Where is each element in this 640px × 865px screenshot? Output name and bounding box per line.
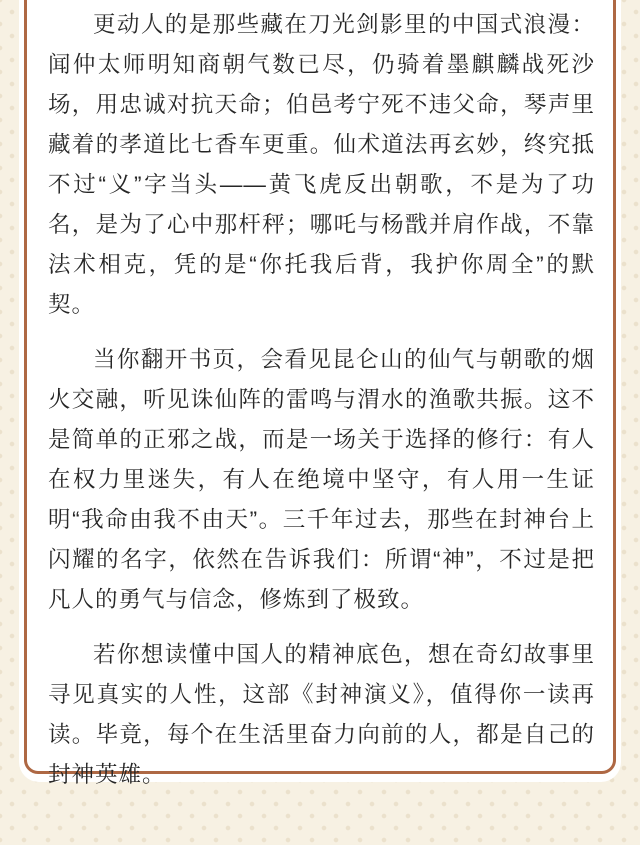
article-paragraph: 更动人的是那些藏在刀光剑影里的中国式浪漫：闻仲太师明知商朝气数已尽，仍骑着墨麒麟战死沙场，用忠诚对抗天命；伯邑考宁死不违父命，琴声里藏着的孝道比七香车更重。仙术道法再玄妙，终究抵不过“义”字当头——黄飞虎反出朝歌，不是为了功名，是为了心中那杆秤；哪吒与杨戬并肩作战，不靠法术相克，凭的是“你托我后背，我护你周全”的默契。 [48,12,595,317]
next-section-strip [0,845,640,865]
article-card [19,0,621,787]
article-body [48,5,595,795]
article-paragraph: 当你翻开书页，会看见昆仑山的仙气与朝歌的烟火交融，听见诛仙阵的雷鸣与渭水的渔歌共振。这不是简单的正邪之战，而是一场关于选择的修行：有人在权力里迷失，有人在绝境中坚守，有人用一生证明“我命由我不由天”。三千年过去，那些在封神台上闪耀的名字，依然在告诉我们：所谓“神”，不过是把凡人的勇气与信念，修炼到了极致。 [48,347,595,612]
article-paragraph: 若你想读懂中国人的精神底色，想在奇幻故事里寻见真实的人性，这部《封神演义》，值得你一读再读。毕竟，每个在生活里奋力向前的人，都是自己的封神英雄。 [48,642,595,787]
